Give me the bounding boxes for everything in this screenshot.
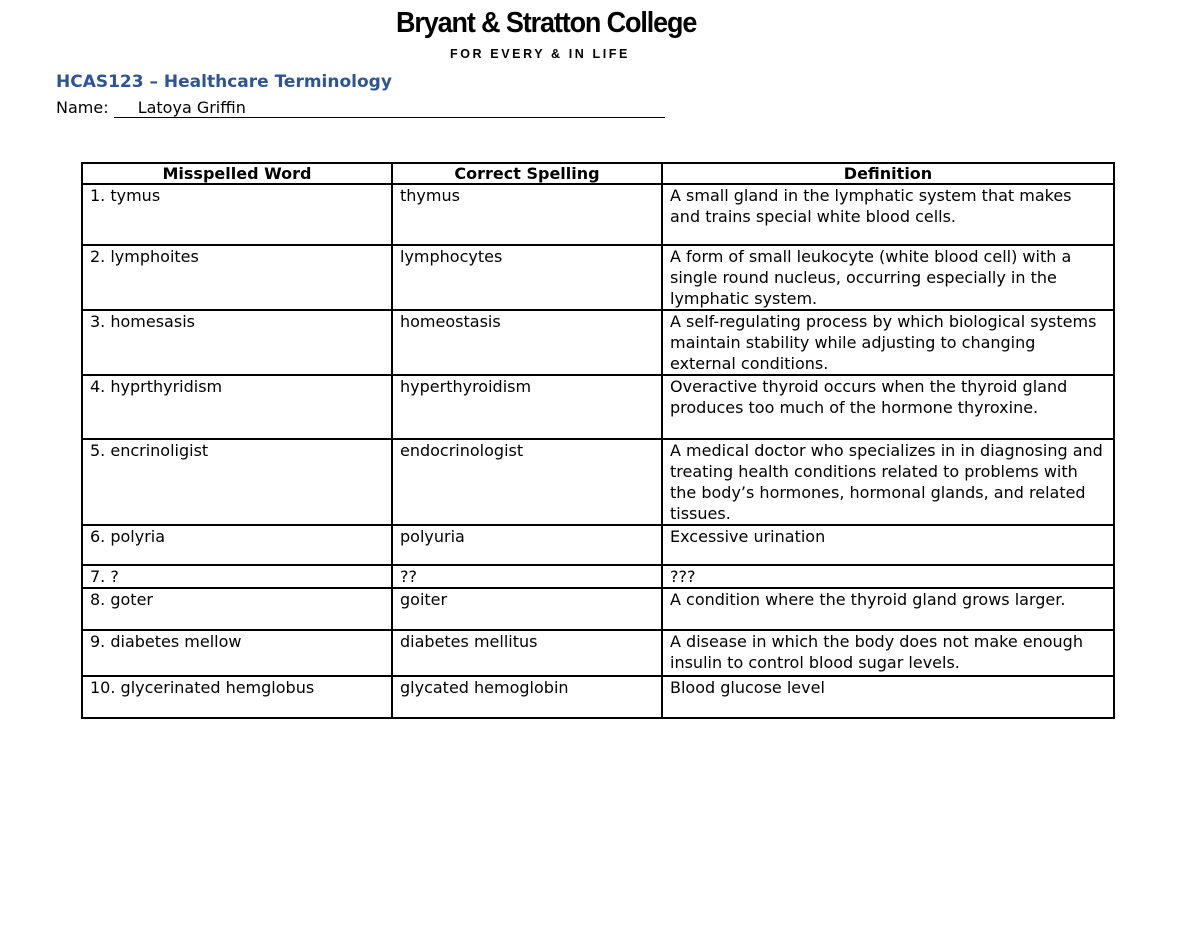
misspelled-cell: 8. goter	[82, 588, 392, 630]
correct-cell: ??	[392, 565, 662, 588]
college-name: Bryant & Stratton College	[396, 7, 697, 39]
correct-cell: homeostasis	[392, 310, 662, 375]
misspelled-cell: 9. diabetes mellow	[82, 630, 392, 676]
college-logo	[396, 6, 706, 61]
correct-cell: glycated hemoglobin	[392, 676, 662, 718]
misspelled-cell: 6. polyria	[82, 525, 392, 565]
correct-cell: diabetes mellitus	[392, 630, 662, 676]
definition-cell: A disease in which the body does not make enough insulin to control blood sugar levels.	[662, 630, 1114, 676]
table-row	[82, 245, 1114, 310]
definition-cell: A condition where the thyroid gland grows larger.	[662, 588, 1114, 630]
definition-cell: Blood glucose level	[662, 676, 1114, 718]
header-definition: Definition	[662, 163, 1114, 184]
table-row	[82, 310, 1114, 375]
table-row	[82, 184, 1114, 245]
definition-cell: ???	[662, 565, 1114, 588]
table-row	[82, 630, 1114, 676]
definition-cell: Excessive urination	[662, 525, 1114, 565]
correct-cell: thymus	[392, 184, 662, 245]
course-title: HCAS123 – Healthcare Terminology	[56, 72, 392, 92]
definition-cell: A medical doctor who specializes in in diagnosing and treating health conditions related to problems with the body’s hormones, hormonal glands, and related tissues.	[662, 439, 1114, 525]
definition-cell: A self-regulating process by which biological systems maintain stability while adjusting to changing external conditions.	[662, 310, 1114, 375]
definition-cell: A small gland in the lymphatic system that makes and trains special white blood cells.	[662, 184, 1114, 245]
header-misspelled-word: Misspelled Word	[82, 163, 392, 184]
table-row	[82, 525, 1114, 565]
definition-cell: A form of small leukocyte (white blood cell) with a single round nucleus, occurring especially in the lymphatic system.	[662, 245, 1114, 310]
name-label: Name:	[56, 98, 109, 117]
student-name: Latoya Griffin	[114, 98, 665, 118]
correct-cell: goiter	[392, 588, 662, 630]
misspelled-cell: 4. hyprthyridism	[82, 375, 392, 439]
misspelled-cell: 10. glycerinated hemglobus	[82, 676, 392, 718]
table-row	[82, 588, 1114, 630]
table-row	[82, 565, 1114, 588]
correct-cell: polyuria	[392, 525, 662, 565]
correct-cell: lymphocytes	[392, 245, 662, 310]
correct-cell: hyperthyroidism	[392, 375, 662, 439]
table-row	[82, 375, 1114, 439]
misspelled-cell: 3. homesasis	[82, 310, 392, 375]
table-header-row	[82, 163, 1114, 184]
misspelled-cell: 2. lymphoites	[82, 245, 392, 310]
table-row	[82, 439, 1114, 525]
header-correct-spelling: Correct Spelling	[392, 163, 662, 184]
correct-cell: endocrinologist	[392, 439, 662, 525]
definition-cell: Overactive thyroid occurs when the thyroid gland produces too much of the hormone thyroxine.	[662, 375, 1114, 439]
name-line	[56, 98, 665, 118]
terminology-table	[81, 162, 1115, 719]
table-row	[82, 676, 1114, 718]
misspelled-cell: 1. tymus	[82, 184, 392, 245]
misspelled-cell: 5. encrinoligist	[82, 439, 392, 525]
misspelled-cell: 7. ?	[82, 565, 392, 588]
college-tagline: FOR EVERY & IN LIFE	[450, 47, 630, 61]
